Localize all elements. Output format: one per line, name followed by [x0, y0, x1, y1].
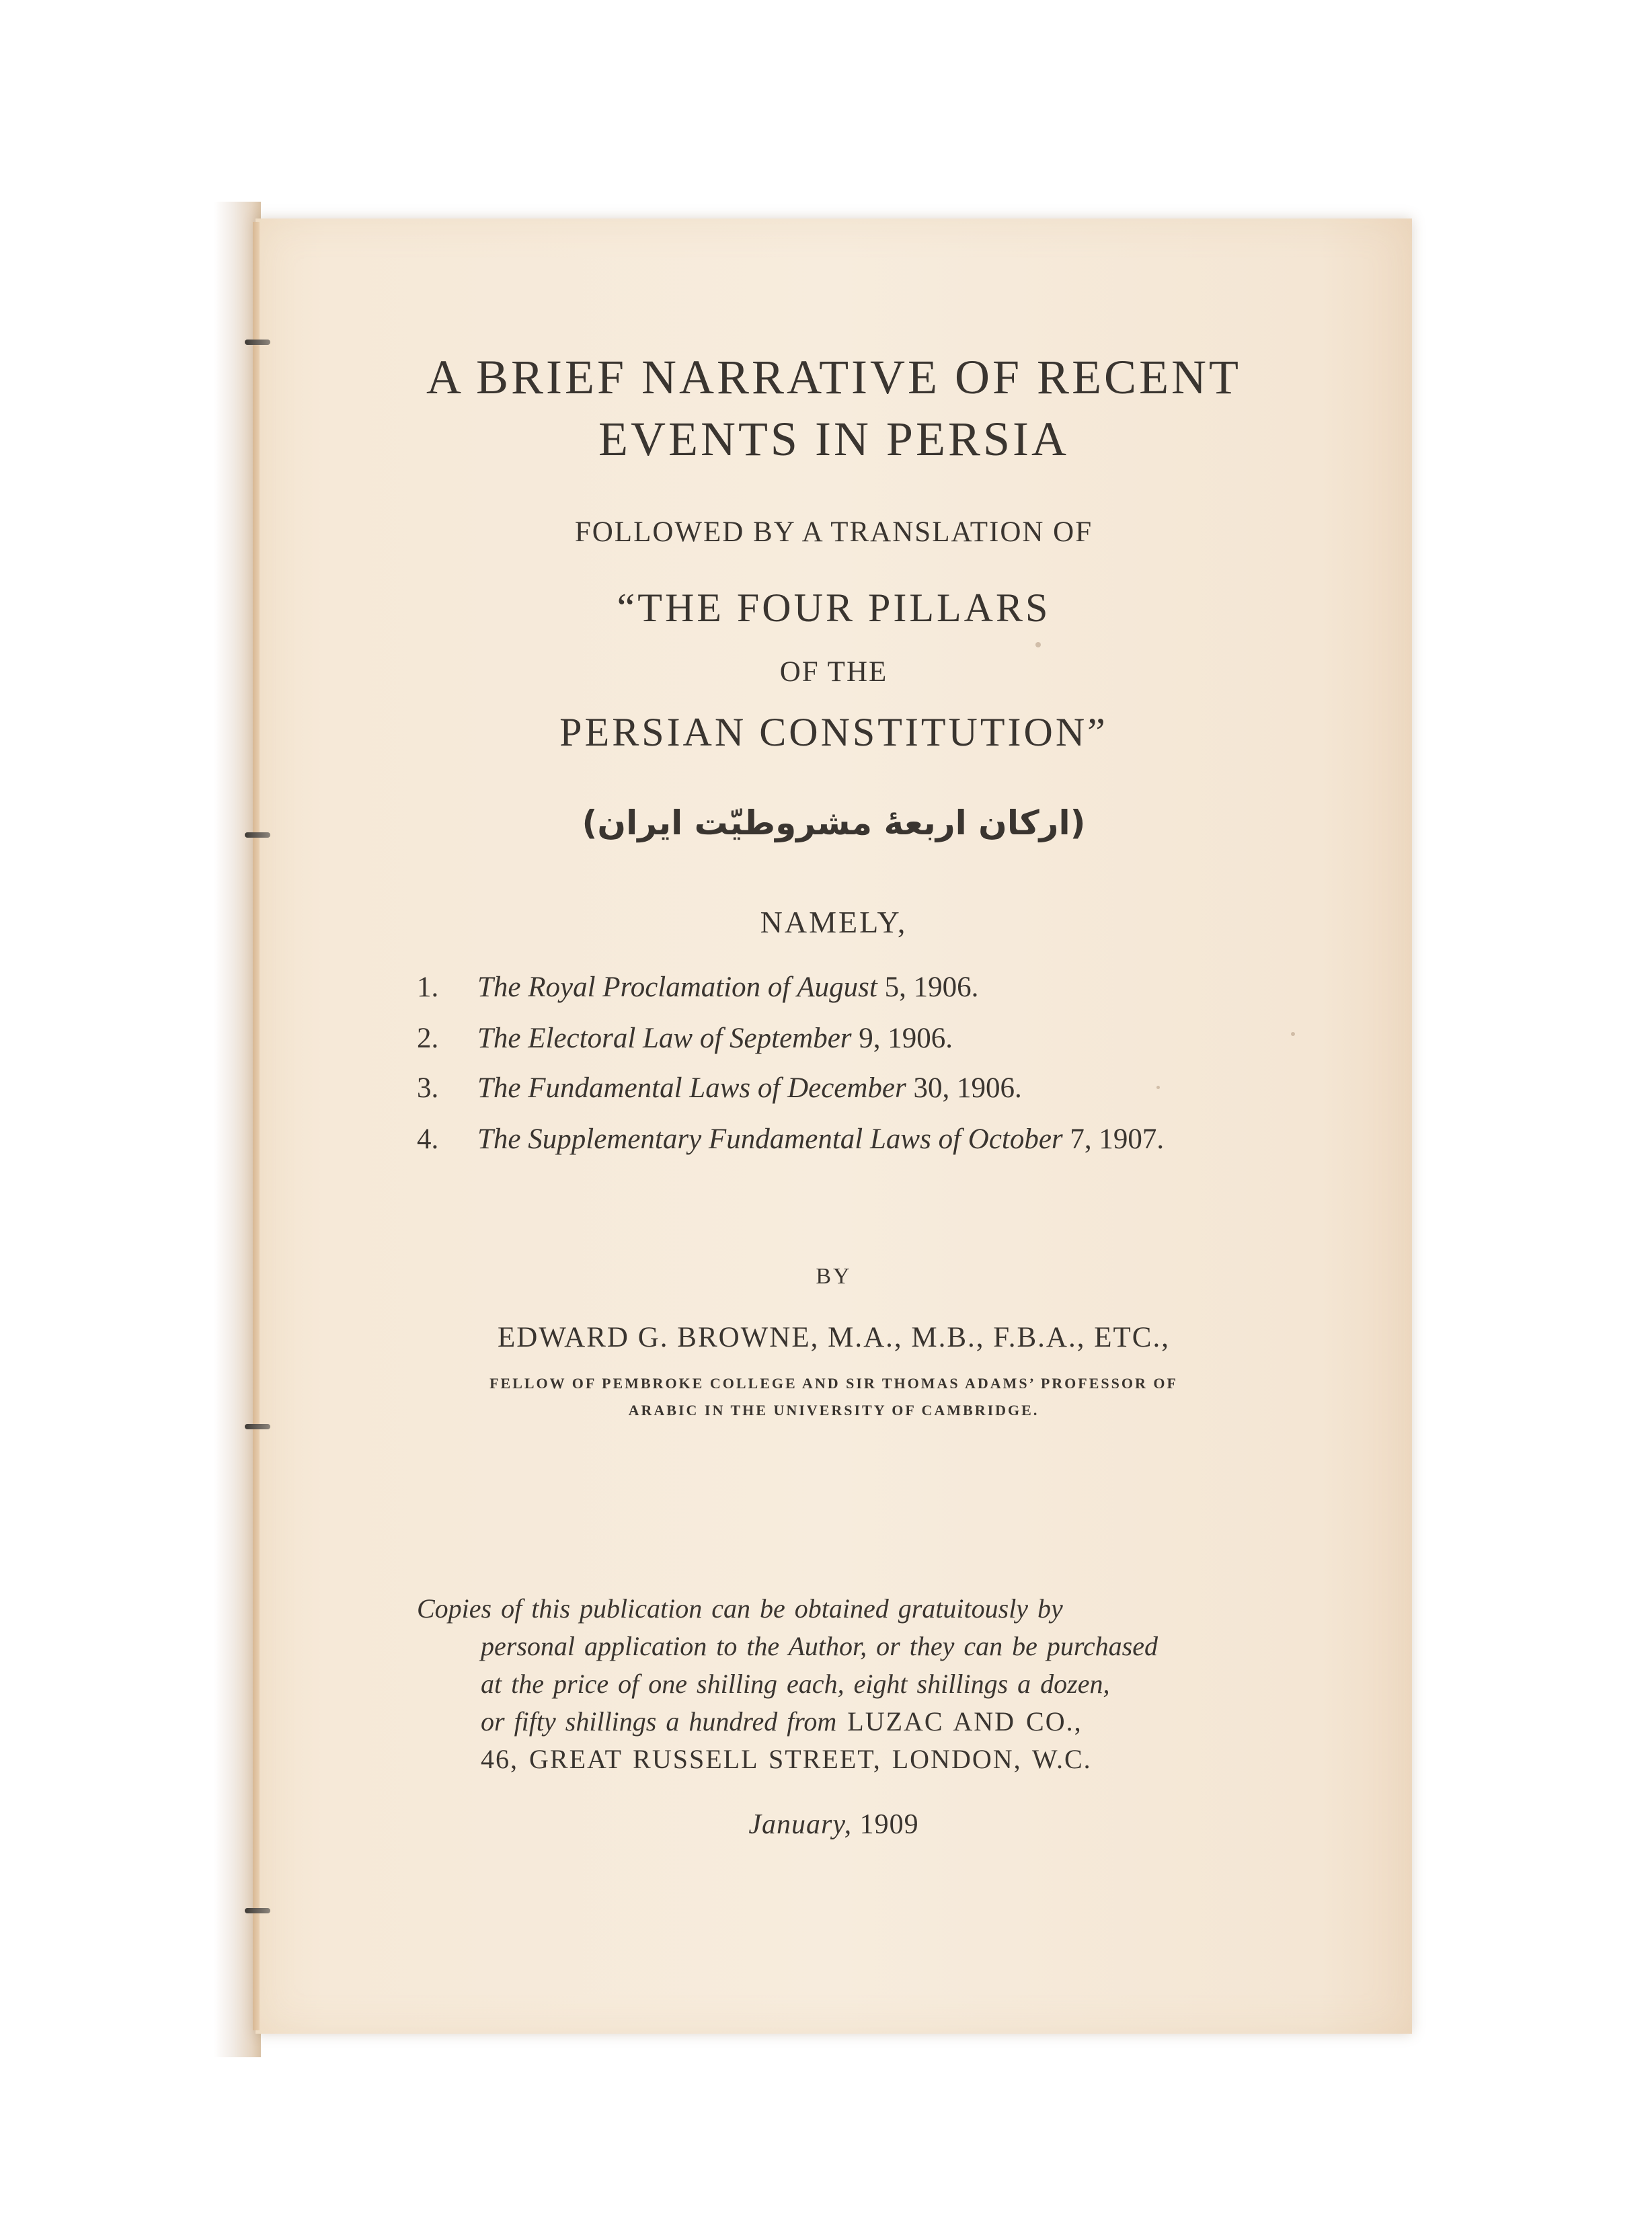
- list-item-date: 30, 1906.: [906, 1072, 1022, 1104]
- list-item-title: The Fundamental Laws of December: [477, 1072, 906, 1104]
- copies-line-3: at the price of one shilling each, eight shillings a dozen,: [481, 1669, 1110, 1699]
- list-item-date: 5, 1906.: [877, 971, 979, 1003]
- publication-month: January,: [748, 1809, 853, 1840]
- by-line: BY: [816, 1264, 852, 1289]
- title-line-2: EVENTS IN PERSIA: [598, 412, 1069, 466]
- paper-speck: [1035, 642, 1041, 647]
- publication-year: 1909: [852, 1809, 919, 1840]
- namely-heading: NAMELY,: [760, 905, 908, 939]
- author-name: EDWARD G. BROWNE, M.A., M.B., F.B.A., ETC.,: [498, 1322, 1170, 1353]
- of-the-line: OF THE: [779, 656, 888, 688]
- copies-line-4-italic: or fifty shillings a hundred from: [481, 1706, 837, 1737]
- list-item: [417, 1074, 1022, 1103]
- list-item-number: 4.: [417, 1123, 439, 1155]
- copies-line-1: Copies of this publication can be obtained gratuitously by: [417, 1593, 1063, 1624]
- paper-speck: [1156, 1086, 1160, 1089]
- list-item-title: The Supplementary Fundamental Laws of October: [477, 1123, 1063, 1155]
- list-item-number: 2.: [417, 1023, 439, 1054]
- subtitle-followed: FOLLOWED BY A TRANSLATION OF: [574, 516, 1093, 548]
- copies-line-4: [417, 1703, 1251, 1741]
- persian-title: (ارکان اربعهٔ مشروطیّت ایران): [582, 803, 1086, 842]
- constitution-heading: PERSIAN CONSTITUTION”: [559, 710, 1108, 754]
- author-affiliation-line-2: ARABIC IN THE UNIVERSITY OF CAMBRIDGE.: [628, 1402, 1039, 1419]
- title-line-1: A BRIEF NARRATIVE OF RECENT: [426, 350, 1242, 404]
- list-item: [417, 973, 978, 1002]
- page-content: [255, 218, 1412, 2034]
- list-item: [417, 1024, 953, 1053]
- list-item-date: 9, 1906.: [851, 1023, 953, 1054]
- list-item-date: 7, 1907.: [1062, 1123, 1165, 1155]
- list-item: [417, 1125, 1164, 1154]
- list-item-title: The Electoral Law of September: [477, 1023, 852, 1054]
- list-item-title: The Royal Proclamation of August: [477, 971, 877, 1003]
- author-affiliation-line-1: FELLOW OF PEMBROKE COLLEGE AND SIR THOMAS ADAMS’ PROFESSOR OF: [489, 1375, 1178, 1392]
- publication-date: [255, 1808, 1412, 1841]
- publisher-address: 46, GREAT RUSSELL STREET, LONDON, W.C.: [481, 1744, 1092, 1774]
- list-item-number: 1.: [417, 971, 439, 1003]
- pillars-heading: “THE FOUR PILLARS: [617, 586, 1051, 630]
- copies-line-2: personal application to the Author, or they can be purchased: [481, 1631, 1158, 1661]
- list-item-number: 3.: [417, 1072, 439, 1104]
- copies-notice: [417, 1590, 1251, 1778]
- publisher-name: LUZAC AND CO.,: [836, 1706, 1083, 1737]
- paper-speck: [1291, 1032, 1295, 1036]
